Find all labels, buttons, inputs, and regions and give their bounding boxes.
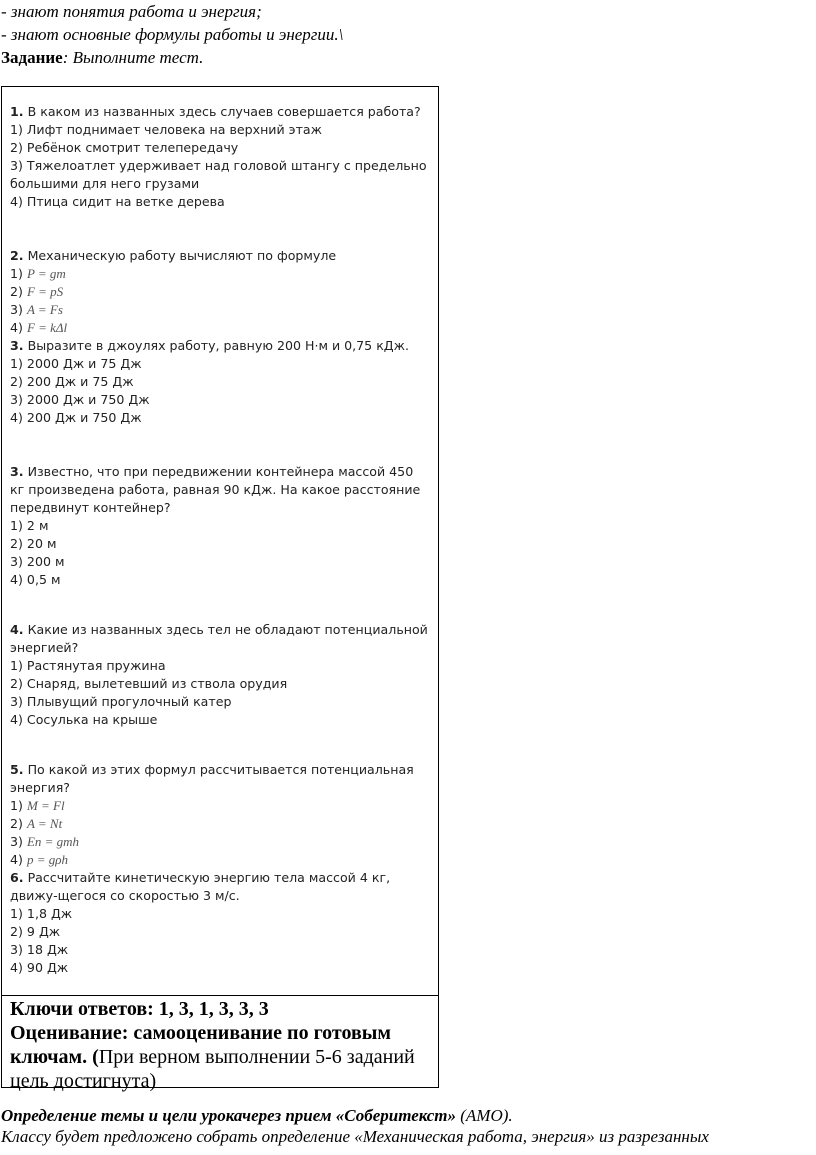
task-line [1,46,813,69]
answer-option: 1) 2000 Дж и 75 Дж [10,356,142,371]
question-text: По какой из этих формул рассчитывается потенциальная энергия? [10,762,414,795]
method-suffix: (АМО). [456,1106,513,1125]
question-number: 1. [10,104,24,119]
formula: A = Nt [26,816,63,831]
question-6 [10,869,430,977]
test-table [1,86,439,1092]
objective-line-2: - знают основные формулы работы и энергии.\ [1,25,344,44]
bottom-text [1,1105,813,1147]
question-number: 6. [10,870,24,885]
grading-text [10,1021,434,1093]
table-divider [2,995,438,996]
answer-keys: Ключи ответов: 1, 3, 1, 3, 3, 3 [10,998,269,1020]
grading-bold: Оценивание: самооценивание по готовым ключам. ( [10,1022,391,1068]
answer-option: 3) Плывущий прогулочный катер [10,694,232,709]
answer-option: 3) Тяжелоатлет удерживает над головой штангу с предельно большими для него грузами [10,158,427,191]
answer-option: 1) Растянутая пружина [10,658,166,673]
answer-option: 2) Снаряд, вылетевший из ствола орудия [10,676,288,691]
answer-option: 2) Ребёнок смотрит телепередачу [10,140,239,155]
question-3b [10,463,430,589]
answer-option: 2) 20 м [10,536,57,551]
answer-option: 3) 2000 Дж и 750 Дж [10,392,150,407]
answer-option: 3) 200 м [10,554,65,569]
answer-option: 2) 200 Дж и 75 Дж [10,374,134,389]
grading-note: При верном выполнении 5-6 заданий цель достигнута) [10,1046,415,1092]
answer-option: 4) Птица сидит на ветке дерева [10,194,225,209]
formula: Eп = gmh [26,834,80,849]
task-text: : Выполните тест. [62,48,204,67]
answer-option: 2) 9 Дж [10,924,61,939]
answer-option: 1) P = gm [10,266,66,281]
formula: F = pS [26,284,64,299]
question-text: Выразите в джоулях работу, равную 200 Н·м и 0,75 кДж. [23,338,409,353]
question-4 [10,621,430,729]
answer-option: 4) 200 Дж и 750 Дж [10,410,142,425]
question-1 [10,103,430,211]
formula: p = gρh [26,852,68,867]
answer-keys-cell [10,997,434,1093]
answer-option: 1) M = Fl [10,798,65,813]
question-text: Механическую работу вычисляют по формуле [23,248,337,263]
method-line [1,1105,813,1126]
question-text: В каком из названных здесь случаев совершается работа? [23,104,421,119]
test-content [10,103,430,977]
objective-line-1: - знают понятия работа и энергия; [1,2,262,21]
answer-option: 1) 2 м [10,518,49,533]
answer-option: 3) 18 Дж [10,942,69,957]
formula: A = Fs [26,302,63,317]
answer-option: 1) 1,8 Дж [10,906,73,921]
intro-block [1,0,813,69]
answer-option: 4) p = gρh [10,852,68,867]
question-text: Рассчитайте кинетическую энергию тела массой 4 кг, движу-щегося со скоростью 3 м/с. [10,870,391,903]
formula: M = Fl [26,798,65,813]
answer-option: 2) F = pS [10,284,64,299]
answer-option: 4) 90 Дж [10,960,69,975]
question-3a [10,337,430,427]
question-text: Известно, что при передвижении контейнера массой 450 кг произведена работа, равная 90 кДж. На какое расстояние передвинут контейнер? [10,464,421,515]
formula: P = gm [26,266,66,281]
question-5 [10,761,430,869]
answer-option: 3) Eп = gmh [10,834,80,849]
answer-option: 3) A = Fs [10,302,63,317]
method-title: Определение темы и цели урокачерез прием «Соберитекст» [1,1106,456,1125]
question-number: 5. [10,762,24,777]
answer-option: 2) A = Nt [10,816,63,831]
answer-option: 4) Сосулька на крыше [10,712,158,727]
question-number: 3. [10,464,24,479]
answer-option: 4) 0,5 м [10,572,61,587]
formula: F = kΔl [26,320,68,335]
answer-option: 1) Лифт поднимает человека на верхний этаж [10,122,322,137]
answer-option: 4) F = kΔl [10,320,68,335]
question-number: 3. [10,338,24,353]
question-number: 4. [10,622,24,637]
question-2 [10,247,430,337]
task-label: Задание [1,48,63,67]
question-number: 2. [10,248,24,263]
method-description: Классу будет предложено собрать определение «Механическая работа, энергия» из разрезанных [1,1127,709,1146]
question-text: Какие из названных здесь тел не обладают потенциальной энергией? [10,622,428,655]
